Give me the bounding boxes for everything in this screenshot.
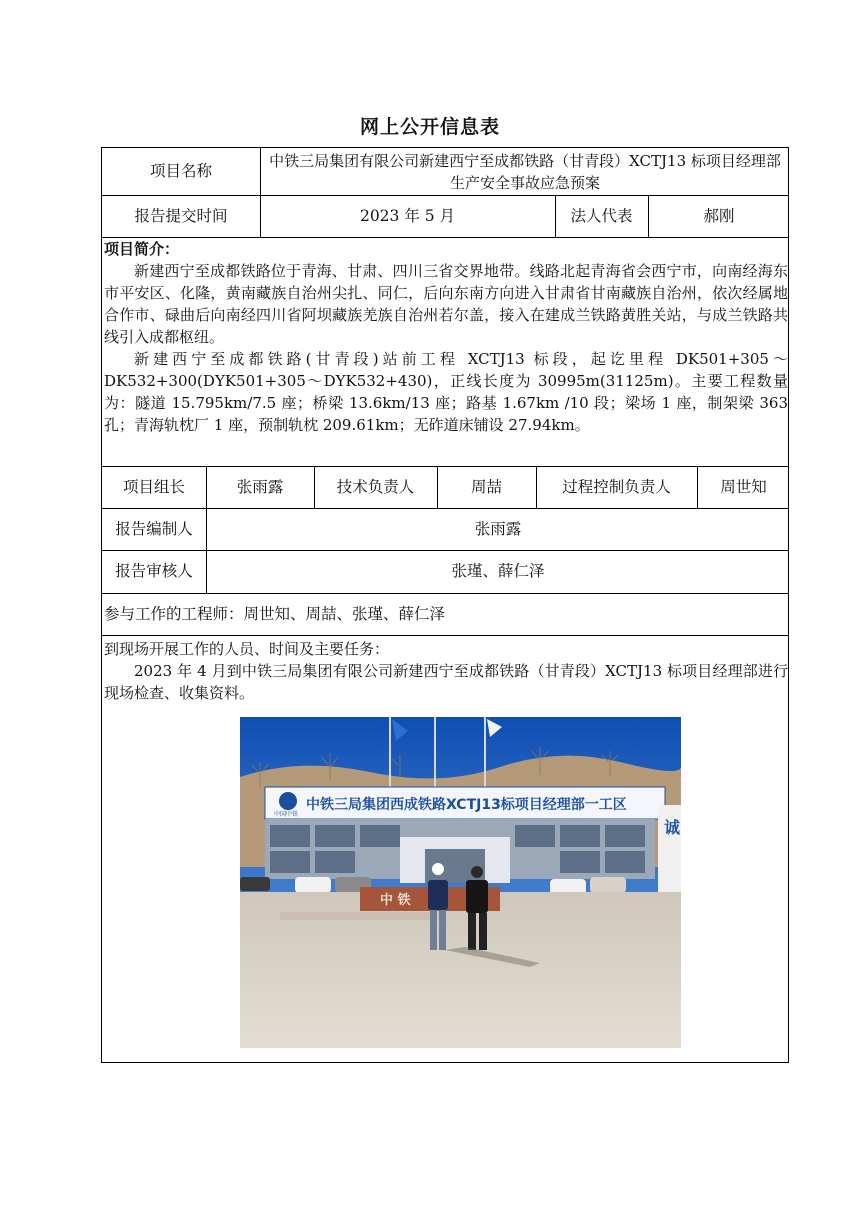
intro-heading: 项目简介： [104,240,180,258]
reviewer-label: 报告审核人 [115,562,193,580]
legal-rep-label: 法人代表 [570,206,633,225]
field-work [104,638,788,704]
photo-logo-text: 中国中铁 [274,811,299,818]
compiler-value: 张雨露 [474,519,522,538]
legal-rep-value: 郝刚 [703,206,735,225]
process-control-value: 周世知 [720,477,767,496]
photo-side-sign: 诚 [664,818,681,837]
photo-banner-text: 中铁三局集团西成铁路XCTJ13标项目经理部一工区 [306,797,627,813]
tech-lead-label: 技术负责人 [336,477,415,496]
info-table [101,147,789,1063]
leader-label: 项目组长 [122,477,185,496]
report-time-label: 报告提交时间 [134,206,228,225]
project-intro [104,238,788,436]
report-time-value: 2023 年 5 月 [359,206,456,225]
document-title: 网上公开信息表 [359,116,500,138]
intro-paragraph-2: 新建西宁至成都铁路(甘青段)站前工程 XCTJ13 标段，起讫里程 DK501+305～DK532+300(DYK501+305～DYK532+430)，正线长度为 30995m(31125m)。主要工程数量为：隧道 15.795km/7.5 座；桥梁 13.6km/13 座；路基 1.67km /10 段；梁场 1 座，制架梁 363 孔；青海轨枕厂 1 座，预制轨枕 209.61km；无砟道床铺设 27.94km。 [104,350,788,434]
process-control-label: 过程控制负责人 [562,477,671,496]
photo-monument-text: 中 铁 [380,893,411,908]
project-name-value: 中铁三局集团有限公司新建西宁至成都铁路（甘青段）XCTJ13 标项目经理部生产安全事故应急预案 [269,151,781,192]
engineers-line: 参与工作的工程师：周世知、周喆、张瑾、薛仁泽 [104,604,446,623]
compiler-label: 报告编制人 [115,519,193,538]
field-heading: 到现场开展工作的人员、时间及主要任务： [104,640,390,658]
site-photo [240,717,681,1048]
reviewer-value: 张瑾、薛仁泽 [451,562,545,580]
field-paragraph: 2023 年 4 月到中铁三局集团有限公司新建西宁至成都铁路（甘青段）XCTJ13 标项目经理部进行现场检查、收集资料。 [104,662,788,702]
project-name-label: 项目名称 [149,162,212,180]
intro-paragraph-1: 新建西宁至成都铁路位于青海、甘肃、四川三省交界地带。线路北起青海省会西宁市，向南经海东市平安区、化隆，黄南藏族自治州尖扎、同仁，后向东南方向进入甘肃省甘南藏族自治州，依次经属地合作市、碌曲后向南经四川省阿坝藏族羌族自治州若尔盖，接入在建成兰铁路黄胜关站，与成兰铁路共线引入成都枢纽。 [104,262,788,346]
tech-lead-value: 周喆 [470,477,502,496]
leader-value: 张雨露 [236,477,284,496]
